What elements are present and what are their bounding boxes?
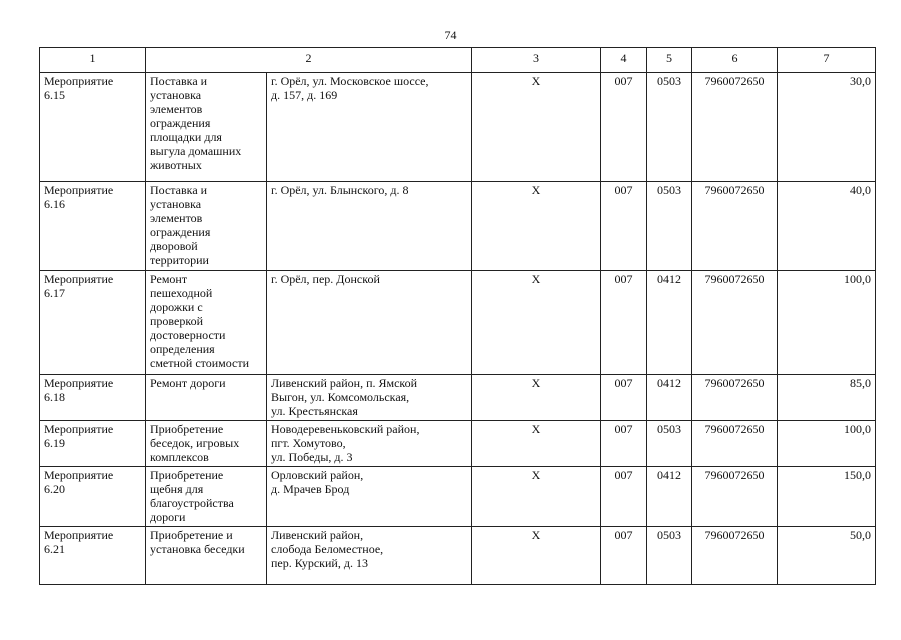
measure-col3: X [472, 527, 601, 585]
measure-col4: 007 [601, 467, 647, 527]
measure-amount: 30,0 [778, 73, 876, 182]
header-col-4: 4 [601, 48, 647, 73]
measure-activity: Поставка и установка элементов ограждения площадки для выгула домашних животных [146, 73, 267, 182]
measure-col3: X [472, 182, 601, 271]
measure-address: Ливенский район, слобода Беломестное, пер. Курский, д. 13 [267, 527, 472, 585]
measure-col5: 0412 [647, 375, 692, 421]
measure-activity: Приобретение щебня для благоустройства дороги [146, 467, 267, 527]
measure-col3: X [472, 73, 601, 182]
measure-activity: Ремонт дороги [146, 375, 267, 421]
measure-col3: X [472, 375, 601, 421]
measure-col3: X [472, 467, 601, 527]
measure-id: Мероприятие 6.20 [40, 467, 146, 527]
measure-activity: Поставка и установка элементов ограждения дворовой территории [146, 182, 267, 271]
header-col-5: 5 [647, 48, 692, 73]
measure-col5: 0412 [647, 467, 692, 527]
table-row [40, 73, 876, 182]
table-header-row [40, 48, 876, 73]
measure-col5: 0503 [647, 527, 692, 585]
measure-id: Мероприятие 6.15 [40, 73, 146, 182]
measure-id: Мероприятие 6.19 [40, 421, 146, 467]
measure-col6: 7960072650 [692, 467, 778, 527]
header-col-3: 3 [472, 48, 601, 73]
measure-amount: 100,0 [778, 421, 876, 467]
measure-address: г. Орёл, пер. Донской [267, 271, 472, 375]
measure-col5: 0503 [647, 421, 692, 467]
header-col-2: 2 [146, 48, 472, 73]
table-row [40, 467, 876, 527]
measure-col3: X [472, 271, 601, 375]
measure-id: Мероприятие 6.21 [40, 527, 146, 585]
measure-col4: 007 [601, 421, 647, 467]
table-row [40, 375, 876, 421]
header-col-6: 6 [692, 48, 778, 73]
measure-amount: 50,0 [778, 527, 876, 585]
measure-col6: 7960072650 [692, 182, 778, 271]
measure-amount: 40,0 [778, 182, 876, 271]
header-col-7: 7 [778, 48, 876, 73]
measure-col6: 7960072650 [692, 271, 778, 375]
measure-col6: 7960072650 [692, 375, 778, 421]
measure-activity: Ремонт пешеходной дорожки с проверкой достоверности определения сметной стоимости [146, 271, 267, 375]
table-row [40, 271, 876, 375]
measure-address: Новодеревеньковский район, пгт. Хомутово, ул. Победы, д. 3 [267, 421, 472, 467]
measure-amount: 150,0 [778, 467, 876, 527]
measure-col4: 007 [601, 182, 647, 271]
measure-address: Орловский район, д. Мрачев Брод [267, 467, 472, 527]
measure-amount: 85,0 [778, 375, 876, 421]
table-row [40, 527, 876, 585]
measure-col5: 0503 [647, 182, 692, 271]
measure-col3: X [472, 421, 601, 467]
page-number: 74 [444, 28, 457, 42]
measure-activity: Приобретение беседок, игровых комплексов [146, 421, 267, 467]
measure-col5: 0412 [647, 271, 692, 375]
measure-id: Мероприятие 6.18 [40, 375, 146, 421]
measure-col6: 7960072650 [692, 527, 778, 585]
measure-amount: 100,0 [778, 271, 876, 375]
measure-col6: 7960072650 [692, 73, 778, 182]
measure-activity: Приобретение и установка беседки [146, 527, 267, 585]
measure-col4: 007 [601, 73, 647, 182]
measure-address: г. Орёл, ул. Московское шоссе, д. 157, д. 169 [267, 73, 472, 182]
measure-col6: 7960072650 [692, 421, 778, 467]
measure-col5: 0503 [647, 73, 692, 182]
header-col-1: 1 [40, 48, 146, 73]
measure-address: г. Орёл, ул. Блынского, д. 8 [267, 182, 472, 271]
measure-id: Мероприятие 6.17 [40, 271, 146, 375]
measure-id: Мероприятие 6.16 [40, 182, 146, 271]
budget-table [39, 47, 876, 585]
measure-col4: 007 [601, 527, 647, 585]
measure-address: Ливенский район, п. Ямской Выгон, ул. Комсомольская, ул. Крестьянская [267, 375, 472, 421]
table-row [40, 182, 876, 271]
measure-col4: 007 [601, 271, 647, 375]
table-row [40, 421, 876, 467]
measure-col4: 007 [601, 375, 647, 421]
